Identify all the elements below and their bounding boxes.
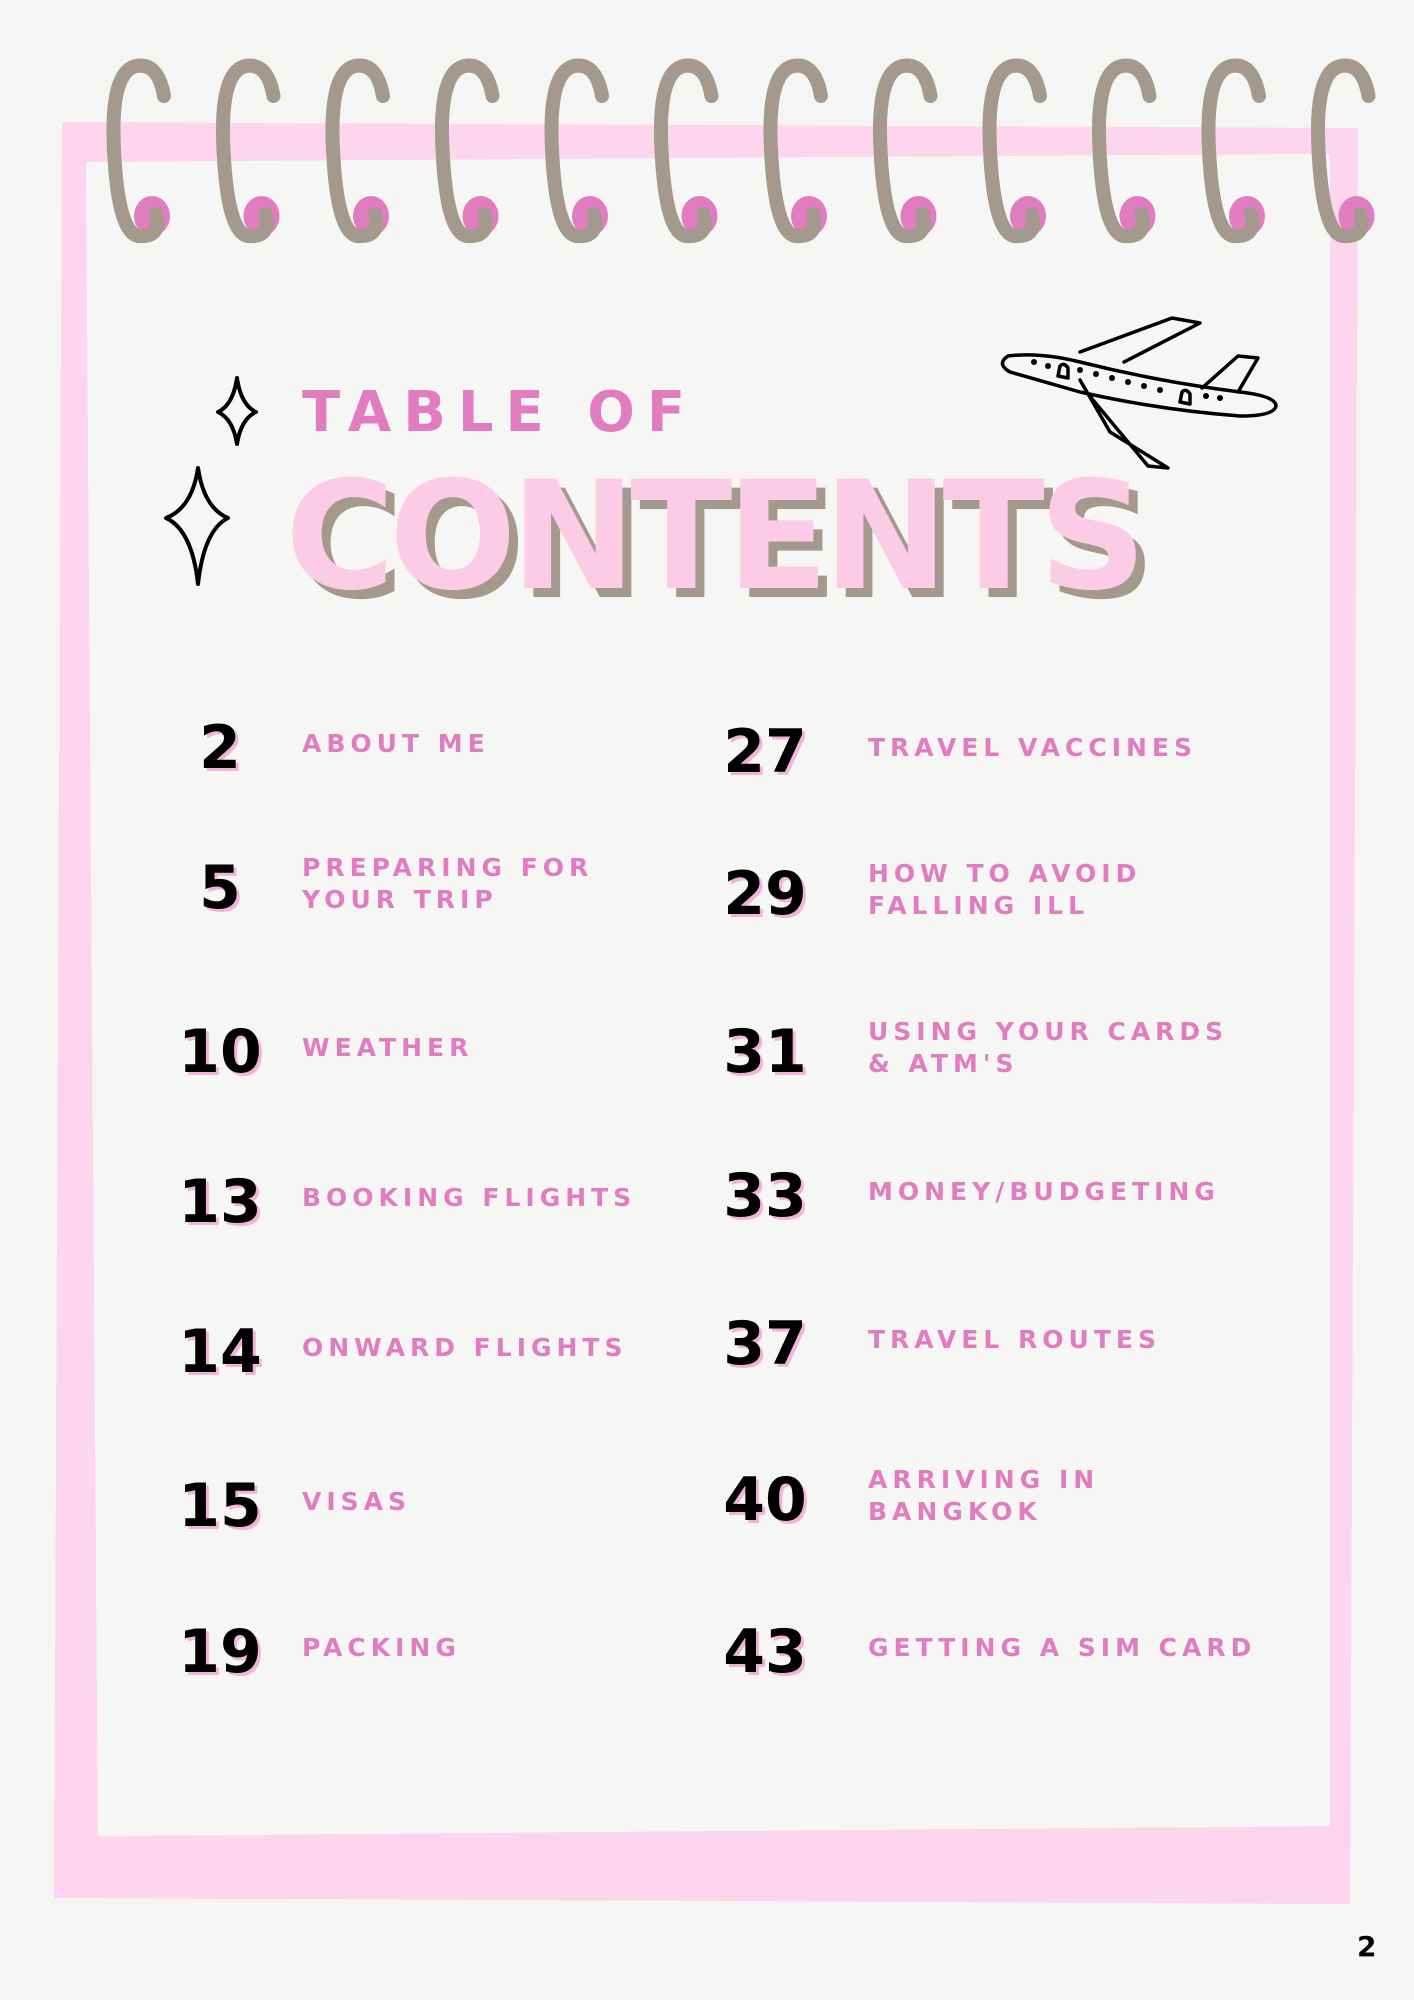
toc-section-title: PREPARING FOR: [302, 853, 594, 882]
toc-section-title: HOW TO AVOID: [868, 859, 1142, 888]
toc-page-number: 5: [199, 853, 241, 923]
toc-section-title: ONWARD FLIGHTS: [302, 1333, 628, 1362]
toc-page-number: 15: [178, 1471, 262, 1541]
toc-page-number: 31: [723, 1017, 807, 1087]
toc-section-title: VISAS: [302, 1487, 412, 1516]
toc-page-number: 2: [199, 713, 241, 783]
toc-section-title: BOOKING FLIGHTS: [302, 1183, 637, 1212]
page-number: 2: [1357, 1930, 1377, 1963]
toc-section-title-line2: YOUR TRIP: [302, 885, 498, 914]
toc-page-number: 43: [723, 1617, 807, 1687]
toc-section-title: MONEY/BUDGETING: [868, 1177, 1220, 1206]
toc-page-number: 40: [723, 1465, 807, 1535]
toc-page-number: 27: [723, 717, 807, 787]
toc-page-number: 37: [723, 1309, 807, 1379]
toc-section-title: USING YOUR CARDS: [868, 1017, 1229, 1046]
toc-section-title: TRAVEL VACCINES: [868, 733, 1198, 762]
page-title: CONTENTS: [285, 450, 1141, 624]
toc-section-title-line2: FALLING ILL: [868, 891, 1090, 920]
toc-section-title: GETTING A SIM CARD: [868, 1633, 1257, 1662]
toc-section-title-line2: & ATM'S: [868, 1049, 1019, 1078]
notebook-page: [86, 154, 1330, 1836]
toc-section-title: WEATHER: [302, 1033, 474, 1062]
toc-section-title: TRAVEL ROUTES: [868, 1325, 1161, 1354]
toc-section-title-line2: BANGKOK: [868, 1497, 1042, 1526]
toc-section-title: ABOUT ME: [302, 729, 490, 758]
toc-page-number: 19: [178, 1617, 262, 1687]
toc-page-number: 29: [723, 859, 807, 929]
toc-page-number: 14: [178, 1317, 262, 1387]
toc-page-number: 33: [723, 1161, 807, 1231]
title-kicker: TABLE OF: [302, 380, 698, 445]
toc-section-title: PACKING: [302, 1633, 461, 1662]
toc-page-number: 10: [178, 1017, 262, 1087]
toc-section-title: ARRIVING IN: [868, 1465, 1100, 1494]
toc-page-number: 13: [178, 1167, 262, 1237]
